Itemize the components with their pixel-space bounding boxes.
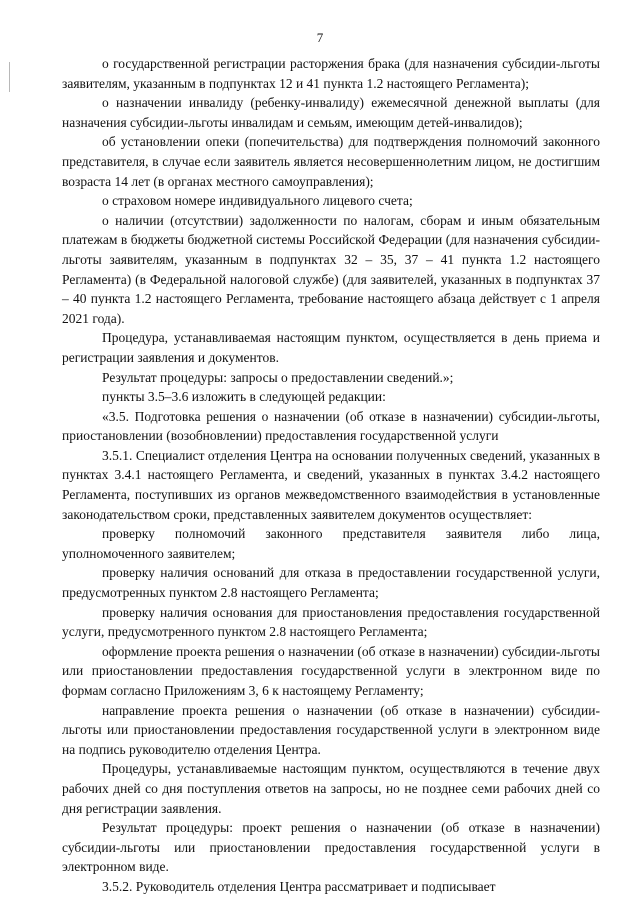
paragraph: Результат процедуры: запросы о предоставлении сведений.»; [102, 369, 454, 385]
paragraph: 3.5.2. Руководитель отделения Центра рассматривает и подписывает [102, 878, 496, 894]
paragraph: проверку наличия оснований для отказа в предоставлении государственной услуги, предусмотренных пунктом 2.8 настоящего Регламента; [62, 565, 600, 601]
paragraph: о назначении инвалиду (ребенку-инвалиду) ежемесячной денежной выплаты (для назначения субсидии-льготы инвалидам и семьям, имеющим детей-инвалидов); [62, 95, 600, 130]
document-body [62, 54, 600, 897]
paragraph: об установлении опеки (попечительства) для подтверждения полномочий законного представителя, в случае если заявитель является несовершеннолетним лицом, не достигшим возраста 14 лет (в органах местного самоуправления); [62, 134, 600, 189]
paragraph: пункты 3.5–3.6 изложить в следующей редакции: [102, 389, 386, 405]
paragraph: Процедуры, устанавливаемые настоящим пунктом, осуществляются в течение двух рабочих дней со дня поступления ответов на запросы, но не позднее семи рабочих дней со дня регистрации заявления. [62, 761, 600, 816]
paragraph: о наличии (отсутствии) задолженности по налогам, сборам и иным обязательным платежам в бюджеты бюджетной системы Российской Федерации (для назначения субсидии-льготы заявителям, указанным в подпунктах 32 – 35, 37 – 41 пункта 1.2 настоящего Регламента) (в Федеральной налоговой службе) (для заявителей, указанных в подпунктах 37 – 40 пункта 1.2 настоящего Регламента, требование настоящего абзаца действует с 1 апреля 2021 года). [62, 212, 600, 326]
paragraph: Результат процедуры: проект решения о назначении (об отказе в назначении) субсидии-льготы или приостановлении предоставления государственной услуги в электронном виде. [62, 820, 600, 875]
paragraph: направление проекта решения о назначении (об отказе в назначении) субсидии-льготы или приостановлении предоставления государственной услуги в электронном виде на подпись руководителю отделения Центра. [62, 702, 600, 757]
paragraph: 3.5.1. Специалист отделения Центра на основании полученных сведений, указанных в пунктах 3.4.1 настоящего Регламента, и сведений, указанных в пунктах 3.4.2 настоящего Регламента, поступивших из органов межведомственного взаимодействия в установленные законодательством сроки, представленных заявителем документов осуществляет: [62, 447, 600, 522]
scan-edge-mark [9, 62, 10, 92]
page-number: 7 [316, 30, 324, 45]
paragraph: оформление проекта решения о назначении (об отказе в назначении) субсидии-льготы или приостановлении предоставления государственной услуги в электронном виде по формам согласно Приложениям 3, 6 к настоящему Регламенту; [62, 643, 600, 698]
paragraph: Процедура, устанавливаемая настоящим пунктом, осуществляется в день приема и регистрации заявления и документов. [62, 330, 600, 365]
paragraph: проверку наличия основания для приостановления предоставления государственной услуги, предусмотренного пунктом 2.8 настоящего Регламента; [62, 604, 600, 640]
section-heading: «3.5. Подготовка решения о назначении (об отказе в назначении) субсидии-льготы, приостановлении (возобновлении) предоставления государственной услуги [62, 408, 600, 444]
paragraph: о страховом номере индивидуального лицевого счета; [102, 193, 413, 209]
paragraph: о государственной регистрации расторжения брака (для назначения субсидии-льготы заявителям, указанным в подпунктах 12 и 41 пункта 1.2 настоящего Регламента); [62, 56, 600, 91]
paragraph: проверку полномочий законного представителя заявителя либо лица, уполномоченного заявителем; [62, 526, 600, 561]
